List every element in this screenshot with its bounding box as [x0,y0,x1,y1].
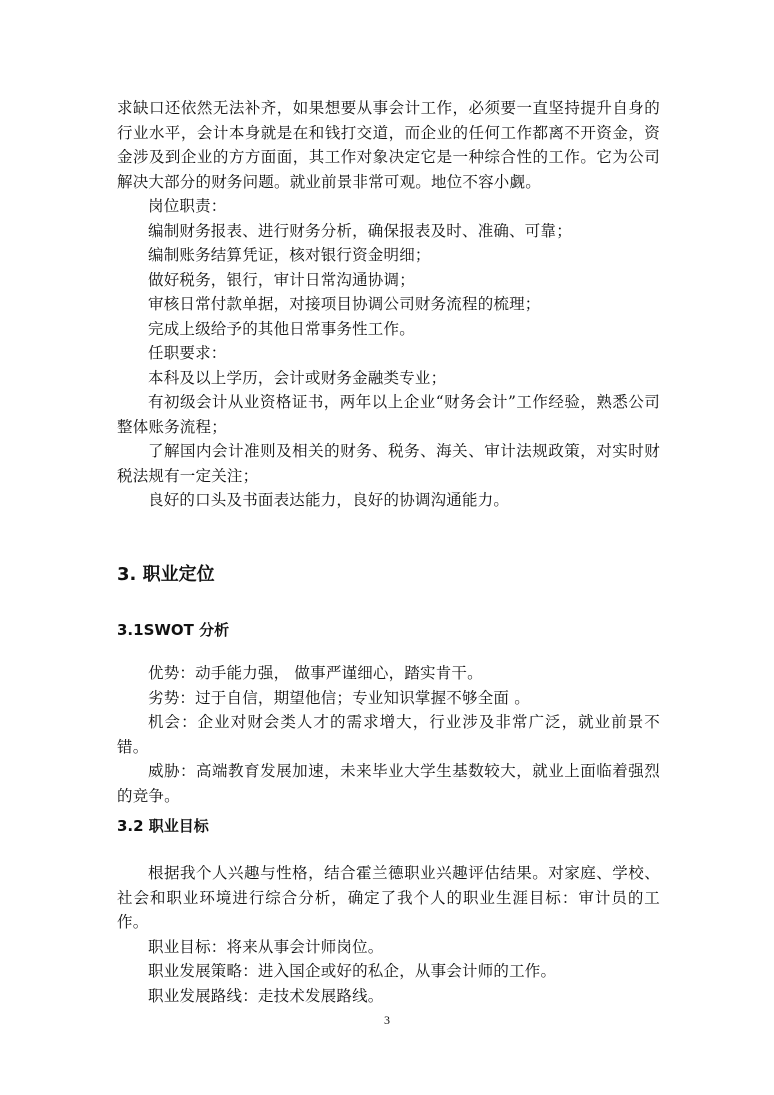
requirement-item: 了解国内会计准则及相关的财务、税务、海关、审计法规政策，对实时财税法规有一定关注； [117,442,660,485]
swot-weaknesses: 劣势：过于自信，期望他信；专业知识掌握不够全面 。 [148,688,530,707]
duties-label: 岗位职责： [148,197,227,215]
requirement-item: 良好的口头及书面表达能力，良好的协调沟通能力。 [148,491,510,509]
swot-text-block [117,661,660,808]
swot-threats: 威胁：高端教育发展加速，未来毕业大学生基数较大，就业上面临着强烈的竞争。 [117,762,660,805]
career-goal-item: 职业目标：将来从事会计师岗位。 [148,937,384,956]
swot-strengths: 优势：动手能力强， 做事严谨细心，踏实肯干。 [148,664,483,682]
career-goal-item: 职业发展路线：走技术发展路线。 [148,986,384,1005]
intro-text-block [117,96,660,513]
section-heading-career-positioning: 3. 职业定位 [117,564,215,585]
subsection-heading-career-goal: 3.2 职业目标 [117,817,209,835]
career-goal-item: 职业发展策略：进入国企或好的私企，从事会计师的工作。 [148,962,557,980]
page-number: 3 [384,1013,390,1027]
duty-item: 审核日常付款单据，对接项目协调公司财务流程的梳理； [148,295,541,313]
requirements-label: 任职要求： [148,344,227,362]
duty-item: 编制财务报表、进行财务分析，确保报表及时、准确、可靠； [148,221,572,240]
intro-paragraph: 求缺口还依然无法补齐，如果想要从事会计工作，必须要一直坚持提升自身的行业水平，会计本身就是在和钱打交道，而企业的任何工作都离不开资金，资金涉及到企业的方方面面，其工作对象决定它是一种综合性的工作。它为公司解决大部分的财务问题。就业前景非常可观。地位不容小觑。 [117,99,660,191]
swot-opportunities: 机会：企业对财会类人才的需求增大，行业涉及非常广泛，就业前景不错。 [117,713,660,756]
duty-item: 完成上级给予的其他日常事务性工作。 [148,319,415,338]
requirement-item: 有初级会计从业资格证书，两年以上企业“财务会计”工作经验，熟悉公司整体账务流程； [117,393,660,436]
subsection-heading-swot: 3.1SWOT 分析 [117,621,230,639]
career-goal-paragraph: 根据我个人兴趣与性格，结合霍兰德职业兴趣评估结果。对家庭、学校、社会和职业环境进行综合分析，确定了我个人的职业生涯目标：审计员的工作。 [117,864,660,931]
duty-item: 编制账务结算凭证，核对银行资金明细； [148,246,431,264]
duty-item: 做好税务，银行，审计日常沟通协调； [148,270,415,289]
requirement-item: 本科及以上学历，会计或财务金融类专业； [148,368,447,387]
career-goal-text-block [117,861,660,1008]
